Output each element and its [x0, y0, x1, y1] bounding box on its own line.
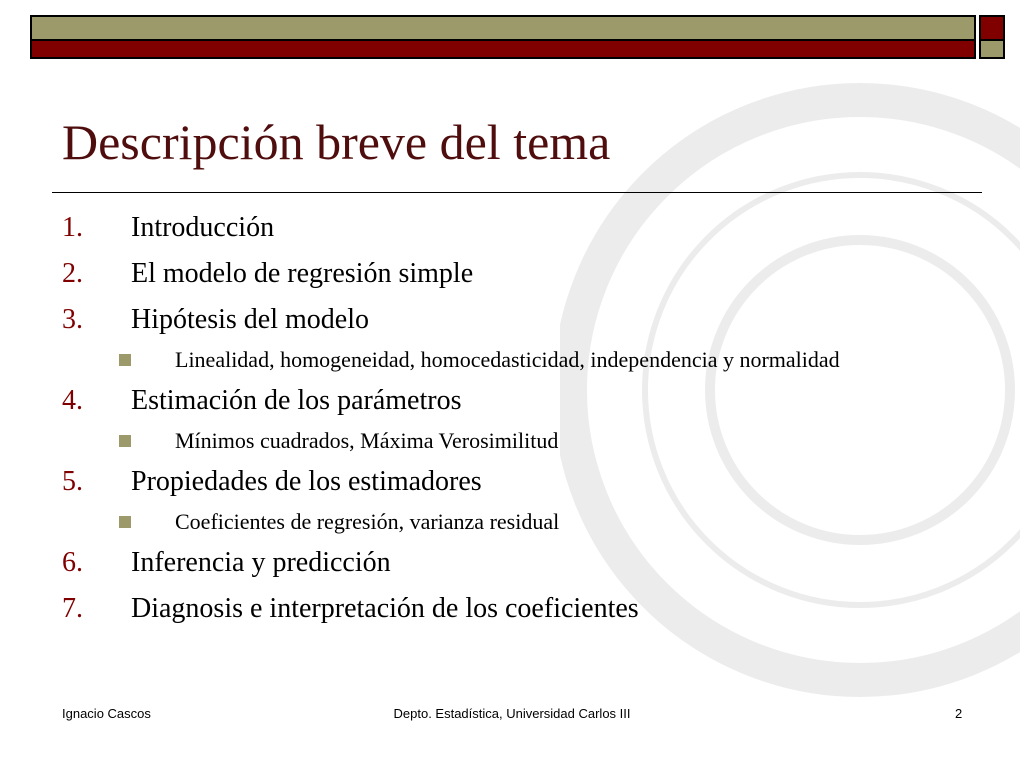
slide-title: Descripción breve del tema	[62, 114, 611, 170]
header-maroon-bar	[30, 41, 976, 59]
agenda-item	[0, 253, 1024, 299]
footer-page-number: 2	[955, 706, 963, 721]
footer-author: Ignacio Cascos	[62, 706, 151, 721]
square-bullet-icon	[119, 516, 131, 528]
agenda-item-text: Propiedades de los estimadores	[131, 466, 482, 497]
footer-department: Depto. Estadística, Universidad Carlos III	[393, 706, 631, 721]
agenda-subitem-text: Coeficientes de regresión, varianza residual	[175, 509, 560, 534]
agenda-subitem-text: Mínimos cuadrados, Máxima Verosimilitud	[175, 428, 559, 453]
agenda-list	[0, 207, 1024, 634]
header-maroon-square	[979, 15, 1005, 41]
agenda-item-number: 4.	[62, 385, 83, 416]
agenda-item-text: Diagnosis e interpretación de los coeficientes	[131, 593, 639, 624]
header-olive-square	[979, 41, 1005, 59]
agenda-subitem	[0, 507, 1024, 542]
title-divider	[52, 192, 982, 193]
agenda-item	[0, 542, 1024, 588]
agenda-item-number: 6.	[62, 547, 83, 578]
agenda-item-text: Hipótesis del modelo	[131, 304, 369, 335]
agenda-item	[0, 588, 1024, 634]
agenda-subitem	[0, 426, 1024, 461]
agenda-item-number: 2.	[62, 258, 83, 289]
agenda-item-text: Inferencia y predicción	[131, 547, 391, 578]
header-olive-bar	[30, 15, 976, 41]
agenda-item-text: Estimación de los parámetros	[131, 385, 462, 416]
header-decoration	[30, 15, 1005, 59]
agenda-item-text: El modelo de regresión simple	[131, 258, 474, 289]
agenda-item-number: 3.	[62, 304, 83, 335]
agenda-item-number: 7.	[62, 593, 83, 624]
agenda-item-number: 1.	[62, 212, 83, 243]
agenda-item	[0, 207, 1024, 253]
agenda-item	[0, 461, 1024, 507]
agenda-item-number: 5.	[62, 466, 83, 497]
square-bullet-icon	[119, 435, 131, 447]
agenda-subitem	[0, 345, 1024, 380]
agenda-item	[0, 380, 1024, 426]
square-bullet-icon	[119, 354, 131, 366]
agenda-item	[0, 299, 1024, 345]
agenda-subitem-text: Linealidad, homogeneidad, homocedasticidad, independencia y normalidad	[175, 347, 840, 372]
agenda-item-text: Introducción	[131, 212, 275, 243]
